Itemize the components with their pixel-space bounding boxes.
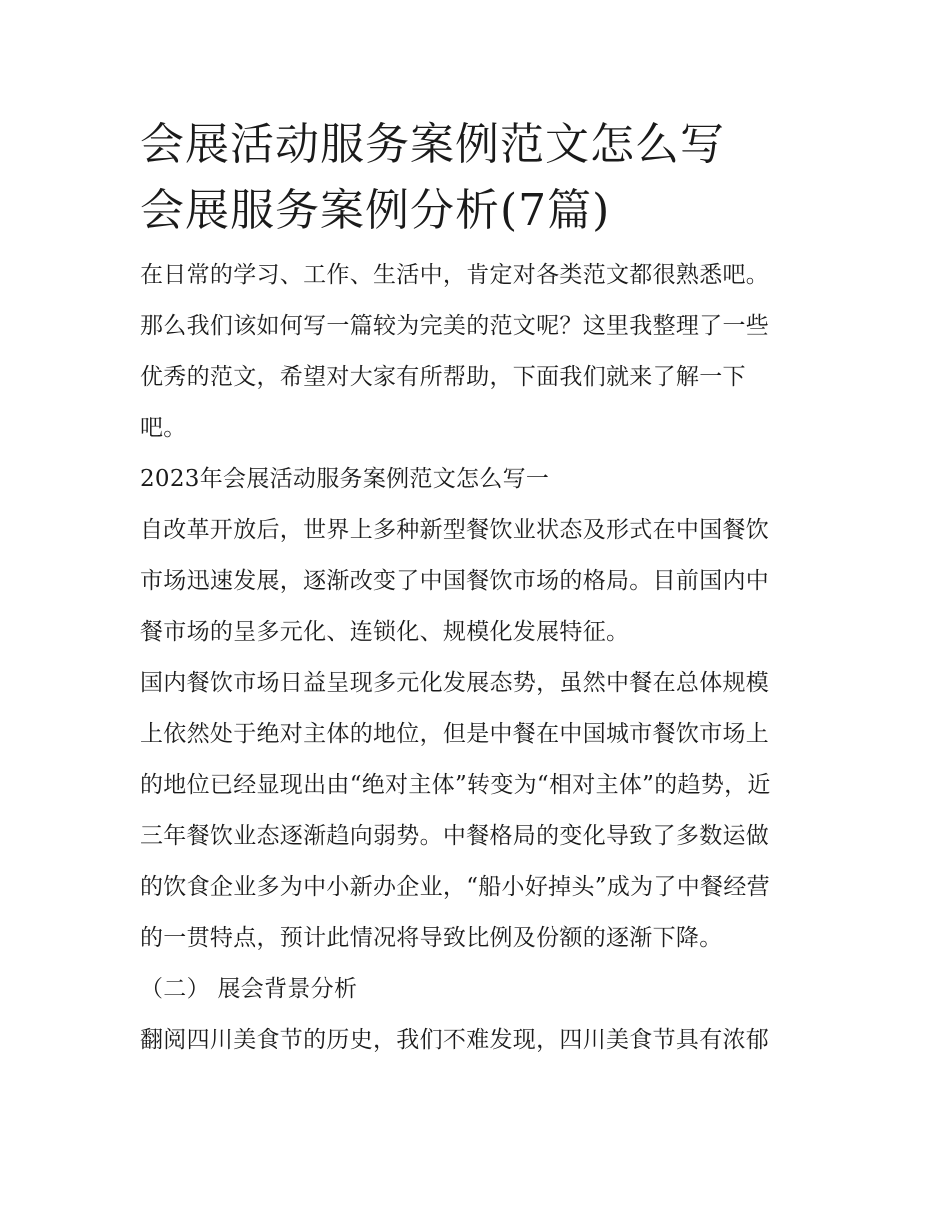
title-line: 会展活动服务案例范文怎么写 xyxy=(140,119,725,170)
text-line: 吧。 xyxy=(140,415,187,441)
body-paragraph xyxy=(140,1015,820,1066)
section-heading xyxy=(140,454,820,505)
text-line: 市场迅速发展，逐渐改变了中国餐饮市场的格局。目前国内中 xyxy=(140,568,770,594)
text-line: 那么我们该如何写一篇较为完美的范文呢？这里我整理了一些 xyxy=(140,313,770,339)
text-line: 三年餐饮业态逐渐趋向弱势。中餐格局的变化导致了多数运做 xyxy=(140,823,770,849)
text-line: 在日常的学习、工作、生活中，肯定对各类范文都很熟悉吧。 xyxy=(140,262,770,288)
document-title xyxy=(140,0,820,244)
text-line: 的一贯特点，预计此情况将导致比例及份额的逐渐下降。 xyxy=(140,925,723,951)
text-line: 餐市场的呈多元化、连锁化、规模化发展特征。 xyxy=(140,619,630,645)
text-line: 国内餐饮市场日益呈现多元化发展态势，虽然中餐在总体规模 xyxy=(140,670,770,696)
text-line: 优秀的范文，希望对大家有所帮助，下面我们就来了解一下 xyxy=(140,364,746,390)
heading-text: 2023年会展活动服务案例范文怎么写一 xyxy=(140,466,550,492)
heading-text: （二） 展会背景分析 xyxy=(140,976,358,1002)
body-paragraph xyxy=(140,505,820,658)
intro-paragraph xyxy=(140,250,820,454)
text-line: 翻阅四川美食节的历史，我们不难发现，四川美食节具有浓郁 xyxy=(140,1027,770,1053)
text-line: 自改革开放后，世界上多种新型餐饮业状态及形式在中国餐饮 xyxy=(140,517,770,543)
document-body xyxy=(140,250,820,1066)
body-paragraph xyxy=(140,658,820,964)
section-heading xyxy=(140,964,820,1015)
text-line: 的饮食企业多为中小新办企业，“船小好掉头”成为了中餐经营 xyxy=(140,874,770,900)
title-line: 会展服务案例分析(7篇) xyxy=(140,185,611,236)
document-page xyxy=(140,0,820,1066)
text-line: 的地位已经显现出由“绝对主体”转变为“相对主体”的趋势，近 xyxy=(140,772,771,798)
text-line: 上依然处于绝对主体的地位，但是中餐在中国城市餐饮市场上 xyxy=(140,721,770,747)
